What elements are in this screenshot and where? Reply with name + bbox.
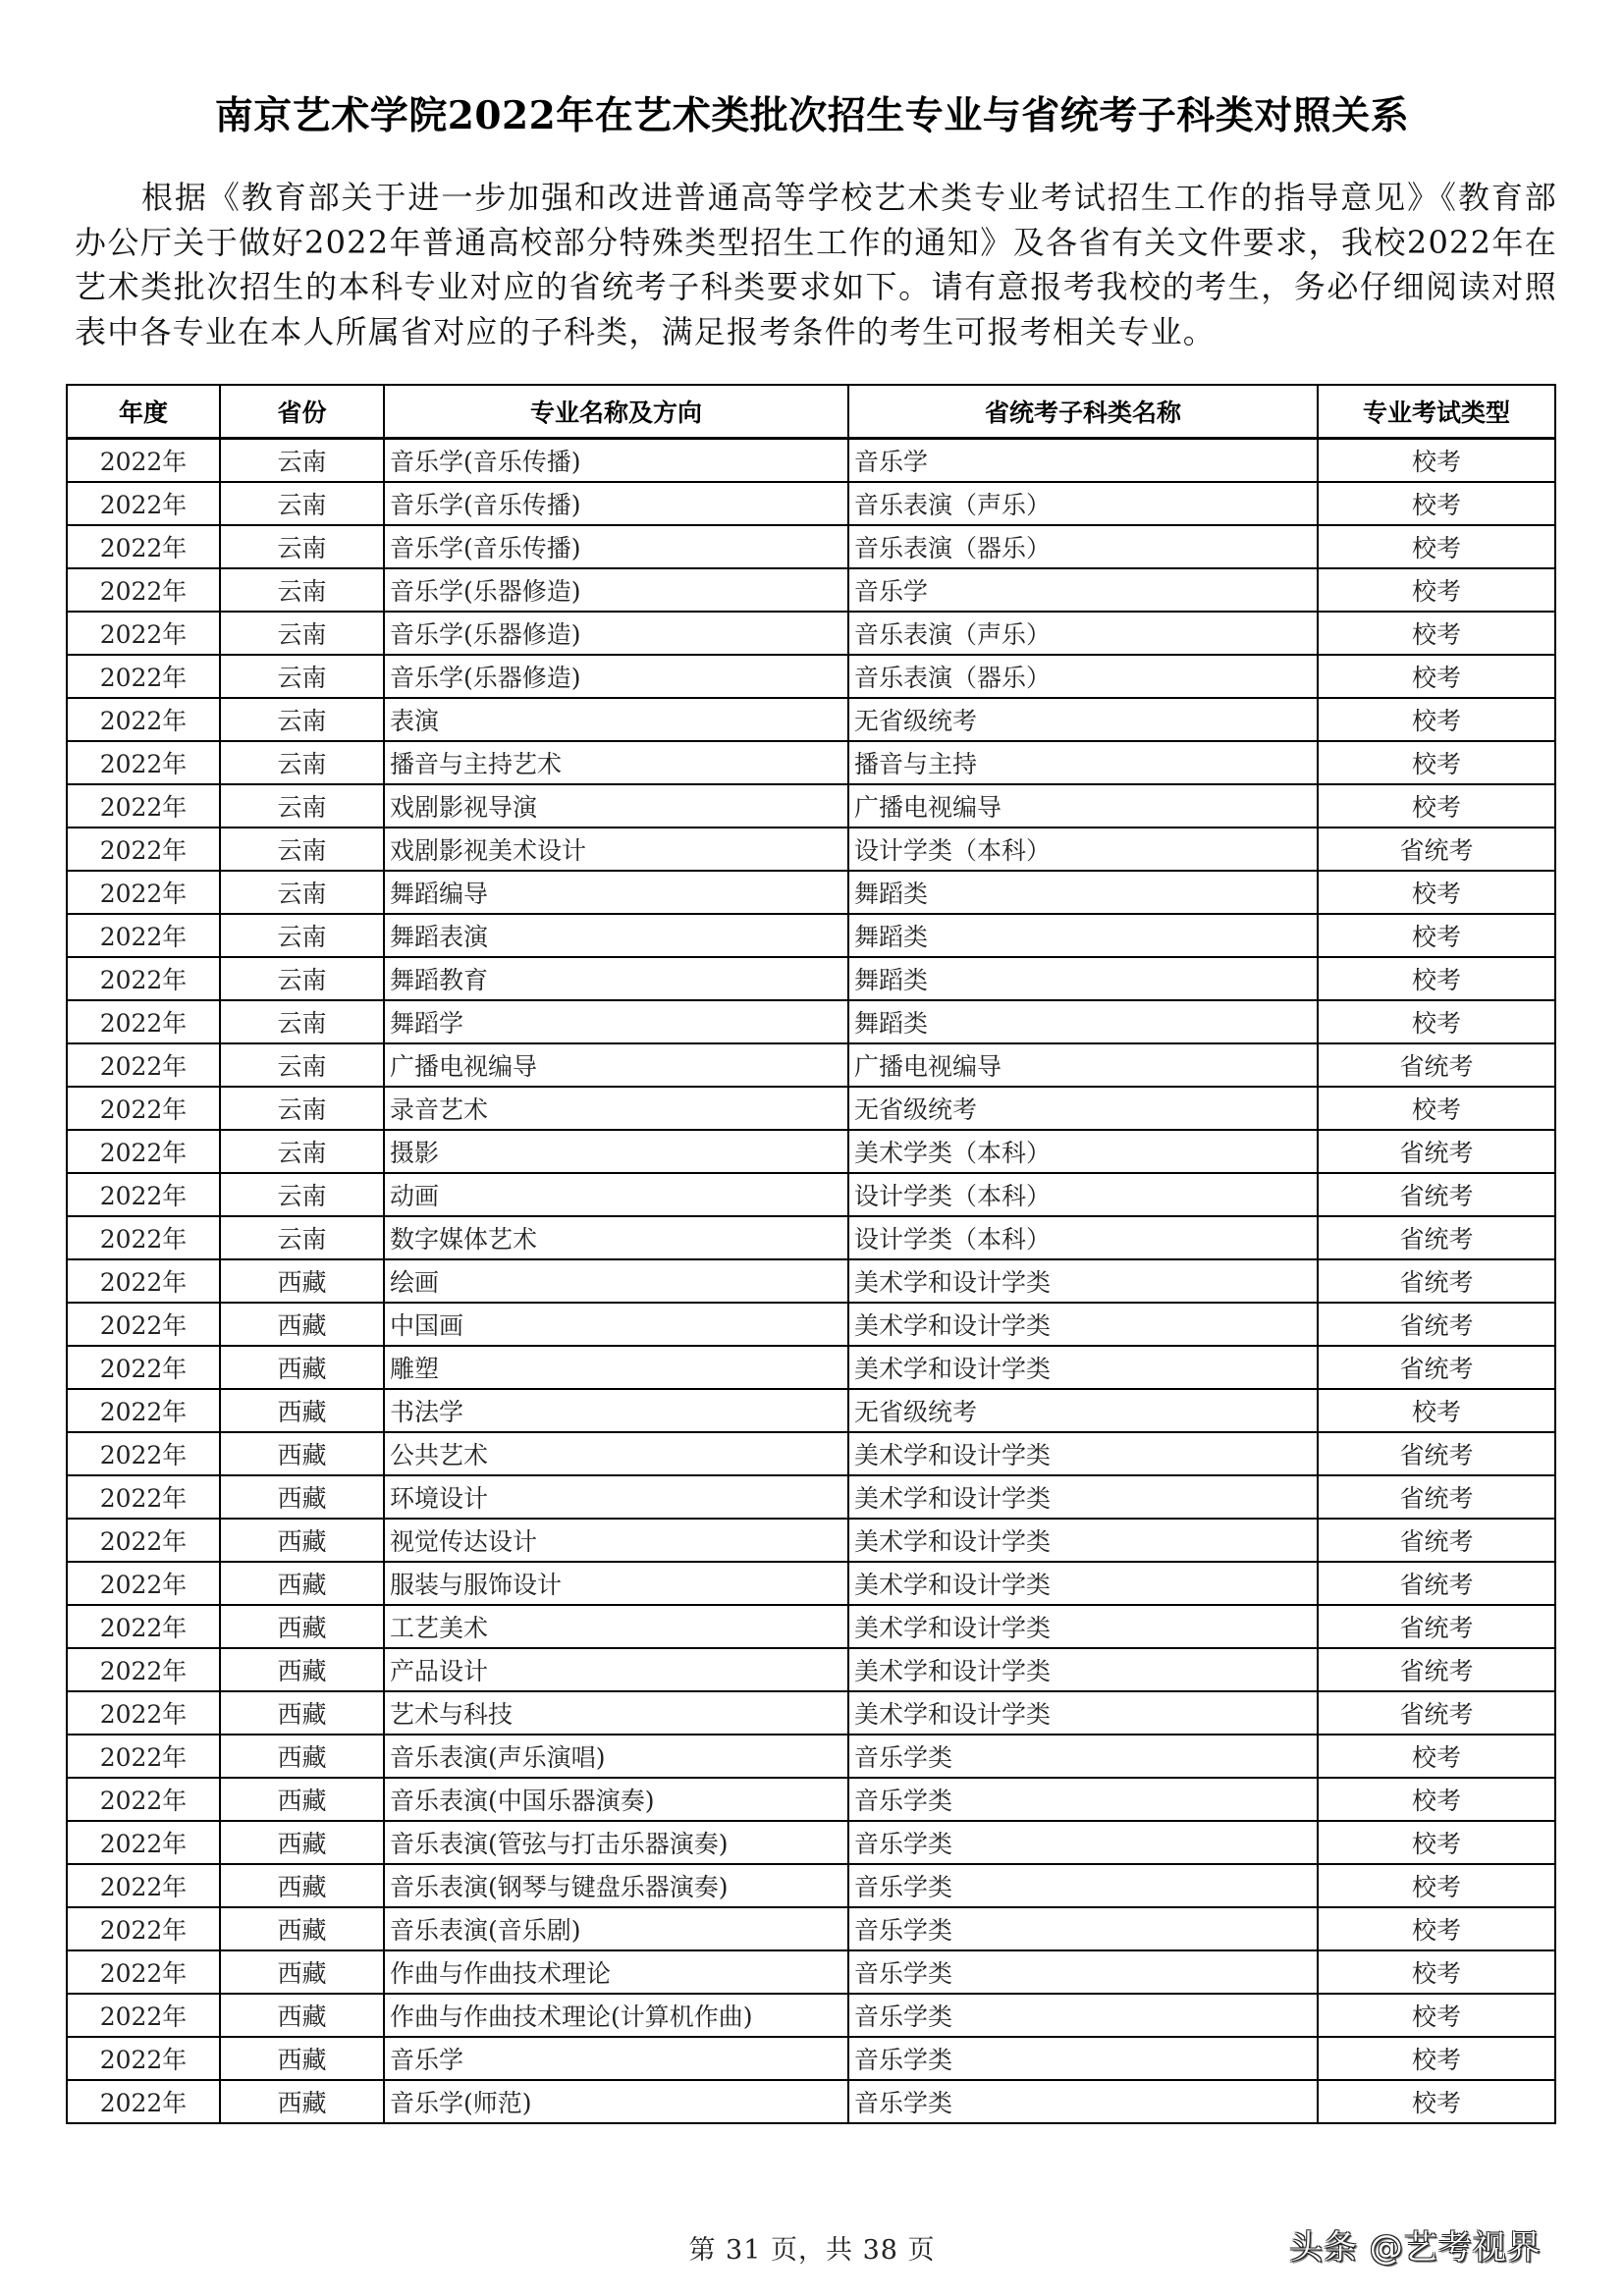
cell-subcategory: 美术学和设计学类 [848, 1605, 1318, 1648]
cell-province: 云南 [220, 1087, 384, 1130]
cell-subcategory: 广播电视编导 [848, 1043, 1318, 1087]
cell-subcategory: 舞蹈类 [848, 957, 1318, 1000]
table-row [67, 1605, 1555, 1648]
cell-subcategory: 音乐学类 [848, 1735, 1318, 1778]
cell-major: 中国画 [384, 1303, 848, 1346]
cell-year: 2022年 [67, 1864, 220, 1907]
cell-major: 雕塑 [384, 1346, 848, 1389]
table-row [67, 1432, 1555, 1475]
cell-major: 戏剧影视导演 [384, 784, 848, 828]
cell-province: 西藏 [220, 1864, 384, 1907]
cell-subcategory: 舞蹈类 [848, 871, 1318, 914]
table-row [67, 1735, 1555, 1778]
cell-year: 2022年 [67, 612, 220, 655]
cell-subcategory: 音乐学 [848, 439, 1318, 483]
table-row [67, 2037, 1555, 2080]
cell-major: 音乐学 [384, 2037, 848, 2080]
mapping-table [66, 384, 1556, 2124]
cell-province: 云南 [220, 1043, 384, 1087]
cell-year: 2022年 [67, 655, 220, 698]
cell-exam-type: 校考 [1318, 2037, 1555, 2080]
cell-major: 环境设计 [384, 1475, 848, 1519]
table-row [67, 1087, 1555, 1130]
table-row [67, 439, 1555, 483]
cell-year: 2022年 [67, 1043, 220, 1087]
cell-province: 西藏 [220, 1735, 384, 1778]
cell-exam-type: 校考 [1318, 1864, 1555, 1907]
cell-exam-type: 校考 [1318, 1994, 1555, 2037]
cell-exam-type: 校考 [1318, 1907, 1555, 1950]
page-title: 南京艺术学院2022年在艺术类批次招生专业与省统考子科类对照关系 [214, 93, 1410, 139]
table-row [67, 1691, 1555, 1735]
table-row [67, 1821, 1555, 1864]
table-row [67, 1562, 1555, 1605]
cell-year: 2022年 [67, 525, 220, 568]
cell-province: 西藏 [220, 1648, 384, 1691]
cell-subcategory: 美术学和设计学类 [848, 1562, 1318, 1605]
cell-year: 2022年 [67, 1432, 220, 1475]
cell-province: 云南 [220, 698, 384, 741]
cell-subcategory: 音乐学类 [848, 2080, 1318, 2123]
table-row [67, 525, 1555, 568]
cell-major: 动画 [384, 1173, 848, 1216]
cell-subcategory: 无省级统考 [848, 1389, 1318, 1432]
cell-year: 2022年 [67, 439, 220, 483]
cell-exam-type: 校考 [1318, 914, 1555, 957]
cell-province: 云南 [220, 1130, 384, 1173]
cell-major: 戏剧影视美术设计 [384, 828, 848, 871]
cell-exam-type: 校考 [1318, 698, 1555, 741]
cell-year: 2022年 [67, 1173, 220, 1216]
table-row [67, 655, 1555, 698]
cell-major: 录音艺术 [384, 1087, 848, 1130]
cell-year: 2022年 [67, 957, 220, 1000]
cell-major: 作曲与作曲技术理论 [384, 1950, 848, 1994]
cell-major: 音乐表演(音乐剧) [384, 1907, 848, 1950]
header-province: 省份 [220, 385, 384, 439]
cell-subcategory: 音乐学类 [848, 2037, 1318, 2080]
cell-exam-type: 校考 [1318, 1821, 1555, 1864]
cell-major: 绘画 [384, 1259, 848, 1303]
cell-year: 2022年 [67, 828, 220, 871]
cell-major: 音乐学(乐器修造) [384, 568, 848, 612]
cell-province: 西藏 [220, 1432, 384, 1475]
cell-exam-type: 校考 [1318, 1087, 1555, 1130]
cell-year: 2022年 [67, 1648, 220, 1691]
cell-year: 2022年 [67, 1994, 220, 2037]
cell-major: 音乐学(音乐传播) [384, 439, 848, 483]
cell-exam-type: 省统考 [1318, 1475, 1555, 1519]
cell-exam-type: 省统考 [1318, 1043, 1555, 1087]
header-year: 年度 [67, 385, 220, 439]
table-row [67, 1173, 1555, 1216]
cell-subcategory: 无省级统考 [848, 1087, 1318, 1130]
table-row [67, 914, 1555, 957]
cell-major: 产品设计 [384, 1648, 848, 1691]
cell-province: 西藏 [220, 1994, 384, 2037]
cell-year: 2022年 [67, 1778, 220, 1821]
cell-subcategory: 设计学类（本科） [848, 828, 1318, 871]
table-row [67, 1864, 1555, 1907]
cell-year: 2022年 [67, 2037, 220, 2080]
header-exam-type: 专业考试类型 [1318, 385, 1555, 439]
cell-major: 舞蹈编导 [384, 871, 848, 914]
cell-subcategory: 舞蹈类 [848, 1000, 1318, 1043]
cell-province: 西藏 [220, 2080, 384, 2123]
cell-province: 云南 [220, 568, 384, 612]
cell-province: 云南 [220, 612, 384, 655]
cell-exam-type: 校考 [1318, 957, 1555, 1000]
table-row [67, 741, 1555, 784]
table-row [67, 1043, 1555, 1087]
cell-year: 2022年 [67, 568, 220, 612]
cell-subcategory: 美术学和设计学类 [848, 1303, 1318, 1346]
table-row [67, 871, 1555, 914]
cell-province: 西藏 [220, 1691, 384, 1735]
cell-subcategory: 音乐学类 [848, 1907, 1318, 1950]
cell-year: 2022年 [67, 1130, 220, 1173]
cell-subcategory: 美术学和设计学类 [848, 1432, 1318, 1475]
cell-province: 云南 [220, 482, 384, 525]
table-body [67, 439, 1555, 2124]
cell-major: 舞蹈学 [384, 1000, 848, 1043]
cell-province: 云南 [220, 871, 384, 914]
cell-major: 书法学 [384, 1389, 848, 1432]
table-row [67, 1216, 1555, 1259]
cell-province: 西藏 [220, 1475, 384, 1519]
table-row [67, 1259, 1555, 1303]
cell-subcategory: 美术学和设计学类 [848, 1519, 1318, 1562]
cell-province: 西藏 [220, 1346, 384, 1389]
table-row [67, 1994, 1555, 2037]
cell-subcategory: 音乐学类 [848, 1864, 1318, 1907]
cell-province: 西藏 [220, 2037, 384, 2080]
cell-province: 西藏 [220, 1259, 384, 1303]
cell-subcategory: 音乐学 [848, 568, 1318, 612]
cell-subcategory: 音乐学类 [848, 1778, 1318, 1821]
cell-subcategory: 音乐学类 [848, 1821, 1318, 1864]
cell-major: 广播电视编导 [384, 1043, 848, 1087]
cell-province: 西藏 [220, 1907, 384, 1950]
cell-province: 云南 [220, 784, 384, 828]
cell-subcategory: 美术学类（本科） [848, 1130, 1318, 1173]
cell-exam-type: 省统考 [1318, 1605, 1555, 1648]
cell-major: 音乐学(乐器修造) [384, 655, 848, 698]
cell-province: 西藏 [220, 1778, 384, 1821]
cell-exam-type: 校考 [1318, 612, 1555, 655]
cell-exam-type: 校考 [1318, 1778, 1555, 1821]
cell-subcategory: 美术学和设计学类 [848, 1648, 1318, 1691]
cell-major: 音乐学(师范) [384, 2080, 848, 2123]
cell-major: 服装与服饰设计 [384, 1562, 848, 1605]
table-row [67, 612, 1555, 655]
cell-exam-type: 省统考 [1318, 1303, 1555, 1346]
cell-year: 2022年 [67, 741, 220, 784]
cell-exam-type: 省统考 [1318, 828, 1555, 871]
cell-subcategory: 音乐表演（声乐） [848, 482, 1318, 525]
cell-major: 音乐表演(声乐演唱) [384, 1735, 848, 1778]
table-row [67, 957, 1555, 1000]
cell-subcategory: 设计学类（本科） [848, 1173, 1318, 1216]
cell-province: 云南 [220, 914, 384, 957]
cell-exam-type: 省统考 [1318, 1432, 1555, 1475]
cell-province: 西藏 [220, 1562, 384, 1605]
table-row [67, 1000, 1555, 1043]
cell-year: 2022年 [67, 482, 220, 525]
cell-major: 艺术与科技 [384, 1691, 848, 1735]
cell-exam-type: 省统考 [1318, 1691, 1555, 1735]
cell-exam-type: 校考 [1318, 482, 1555, 525]
cell-year: 2022年 [67, 2080, 220, 2123]
intro-paragraph: 根据《教育部关于进一步加强和改进普通高等学校艺术类专业考试招生工作的指导意见》《教育部办公厅关于做好2022年普通高校部分特殊类型招生工作的通知》及各省有关文件要求，我校2022年在艺术类批次招生的本科专业对应的省统考子科类要求如下。请有意报考我校的考生，务必仔细阅读对照表中各专业在本人所属省对应的子科类，满足报考条件的考生可报考相关专业。 [75, 179, 1557, 350]
page-number: 第 31 页，共 38 页 [688, 2235, 936, 2266]
table-row [67, 1950, 1555, 1994]
cell-year: 2022年 [67, 1562, 220, 1605]
cell-exam-type: 省统考 [1318, 1173, 1555, 1216]
cell-year: 2022年 [67, 1259, 220, 1303]
cell-major: 表演 [384, 698, 848, 741]
cell-exam-type: 校考 [1318, 871, 1555, 914]
table-row [67, 828, 1555, 871]
cell-year: 2022年 [67, 1907, 220, 1950]
cell-major: 音乐表演(管弦与打击乐器演奏) [384, 1821, 848, 1864]
header-major: 专业名称及方向 [384, 385, 848, 439]
cell-exam-type: 校考 [1318, 439, 1555, 483]
cell-year: 2022年 [67, 871, 220, 914]
header-subcategory: 省统考子科类名称 [848, 385, 1318, 439]
cell-exam-type: 省统考 [1318, 1346, 1555, 1389]
cell-exam-type: 校考 [1318, 655, 1555, 698]
cell-year: 2022年 [67, 914, 220, 957]
cell-exam-type: 校考 [1318, 741, 1555, 784]
cell-exam-type: 校考 [1318, 2080, 1555, 2123]
cell-subcategory: 音乐学类 [848, 1950, 1318, 1994]
cell-province: 云南 [220, 741, 384, 784]
table-row [67, 1648, 1555, 1691]
table-row [67, 2080, 1555, 2123]
cell-year: 2022年 [67, 784, 220, 828]
cell-major: 摄影 [384, 1130, 848, 1173]
cell-subcategory: 无省级统考 [848, 698, 1318, 741]
cell-major: 播音与主持艺术 [384, 741, 848, 784]
cell-major: 公共艺术 [384, 1432, 848, 1475]
table-row [67, 698, 1555, 741]
cell-year: 2022年 [67, 1000, 220, 1043]
cell-exam-type: 省统考 [1318, 1648, 1555, 1691]
table-row [67, 1778, 1555, 1821]
cell-subcategory: 美术学和设计学类 [848, 1259, 1318, 1303]
cell-exam-type: 省统考 [1318, 1519, 1555, 1562]
cell-exam-type: 省统考 [1318, 1259, 1555, 1303]
cell-year: 2022年 [67, 1346, 220, 1389]
cell-exam-type: 校考 [1318, 1389, 1555, 1432]
cell-major: 作曲与作曲技术理论(计算机作曲) [384, 1994, 848, 2037]
cell-province: 云南 [220, 439, 384, 483]
cell-major: 音乐学(音乐传播) [384, 482, 848, 525]
cell-major: 舞蹈表演 [384, 914, 848, 957]
cell-major: 音乐表演(钢琴与键盘乐器演奏) [384, 1864, 848, 1907]
cell-exam-type: 省统考 [1318, 1216, 1555, 1259]
cell-major: 工艺美术 [384, 1605, 848, 1648]
cell-subcategory: 美术学和设计学类 [848, 1475, 1318, 1519]
cell-subcategory: 广播电视编导 [848, 784, 1318, 828]
cell-year: 2022年 [67, 1605, 220, 1648]
cell-exam-type: 省统考 [1318, 1130, 1555, 1173]
table-row [67, 1389, 1555, 1432]
cell-province: 西藏 [220, 1303, 384, 1346]
table-row [67, 1303, 1555, 1346]
cell-exam-type: 校考 [1318, 1000, 1555, 1043]
table-row [67, 568, 1555, 612]
cell-subcategory: 音乐表演（器乐） [848, 525, 1318, 568]
table-row [67, 1907, 1555, 1950]
cell-year: 2022年 [67, 1087, 220, 1130]
table-row [67, 1519, 1555, 1562]
watermark: 头条 @艺考视界 [1289, 2228, 1542, 2268]
cell-subcategory: 美术学和设计学类 [848, 1691, 1318, 1735]
table-row [67, 1130, 1555, 1173]
cell-province: 云南 [220, 655, 384, 698]
table-header-row [67, 385, 1555, 439]
cell-province: 西藏 [220, 1821, 384, 1864]
cell-province: 西藏 [220, 1389, 384, 1432]
cell-year: 2022年 [67, 1519, 220, 1562]
cell-major: 音乐表演(中国乐器演奏) [384, 1778, 848, 1821]
cell-province: 云南 [220, 1173, 384, 1216]
table-row [67, 482, 1555, 525]
cell-exam-type: 省统考 [1318, 1562, 1555, 1605]
cell-exam-type: 校考 [1318, 1735, 1555, 1778]
cell-year: 2022年 [67, 1216, 220, 1259]
cell-province: 云南 [220, 957, 384, 1000]
cell-year: 2022年 [67, 1691, 220, 1735]
cell-major: 音乐学(乐器修造) [384, 612, 848, 655]
cell-exam-type: 校考 [1318, 1950, 1555, 1994]
cell-year: 2022年 [67, 1389, 220, 1432]
cell-subcategory: 美术学和设计学类 [848, 1346, 1318, 1389]
table-row [67, 1346, 1555, 1389]
cell-subcategory: 音乐表演（声乐） [848, 612, 1318, 655]
cell-year: 2022年 [67, 1735, 220, 1778]
cell-subcategory: 播音与主持 [848, 741, 1318, 784]
cell-province: 西藏 [220, 1950, 384, 1994]
cell-province: 云南 [220, 1000, 384, 1043]
cell-province: 西藏 [220, 1605, 384, 1648]
cell-subcategory: 设计学类（本科） [848, 1216, 1318, 1259]
cell-exam-type: 校考 [1318, 525, 1555, 568]
cell-year: 2022年 [67, 1303, 220, 1346]
cell-year: 2022年 [67, 1950, 220, 1994]
cell-major: 音乐学(音乐传播) [384, 525, 848, 568]
cell-major: 数字媒体艺术 [384, 1216, 848, 1259]
cell-exam-type: 校考 [1318, 568, 1555, 612]
cell-year: 2022年 [67, 698, 220, 741]
table-row [67, 1475, 1555, 1519]
cell-subcategory: 音乐学类 [848, 1994, 1318, 2037]
cell-province: 云南 [220, 1216, 384, 1259]
cell-province: 云南 [220, 828, 384, 871]
cell-year: 2022年 [67, 1475, 220, 1519]
cell-major: 舞蹈教育 [384, 957, 848, 1000]
table-row [67, 784, 1555, 828]
cell-province: 西藏 [220, 1519, 384, 1562]
cell-subcategory: 音乐表演（器乐） [848, 655, 1318, 698]
cell-exam-type: 校考 [1318, 784, 1555, 828]
cell-year: 2022年 [67, 1821, 220, 1864]
cell-major: 视觉传达设计 [384, 1519, 848, 1562]
cell-subcategory: 舞蹈类 [848, 914, 1318, 957]
cell-province: 云南 [220, 525, 384, 568]
